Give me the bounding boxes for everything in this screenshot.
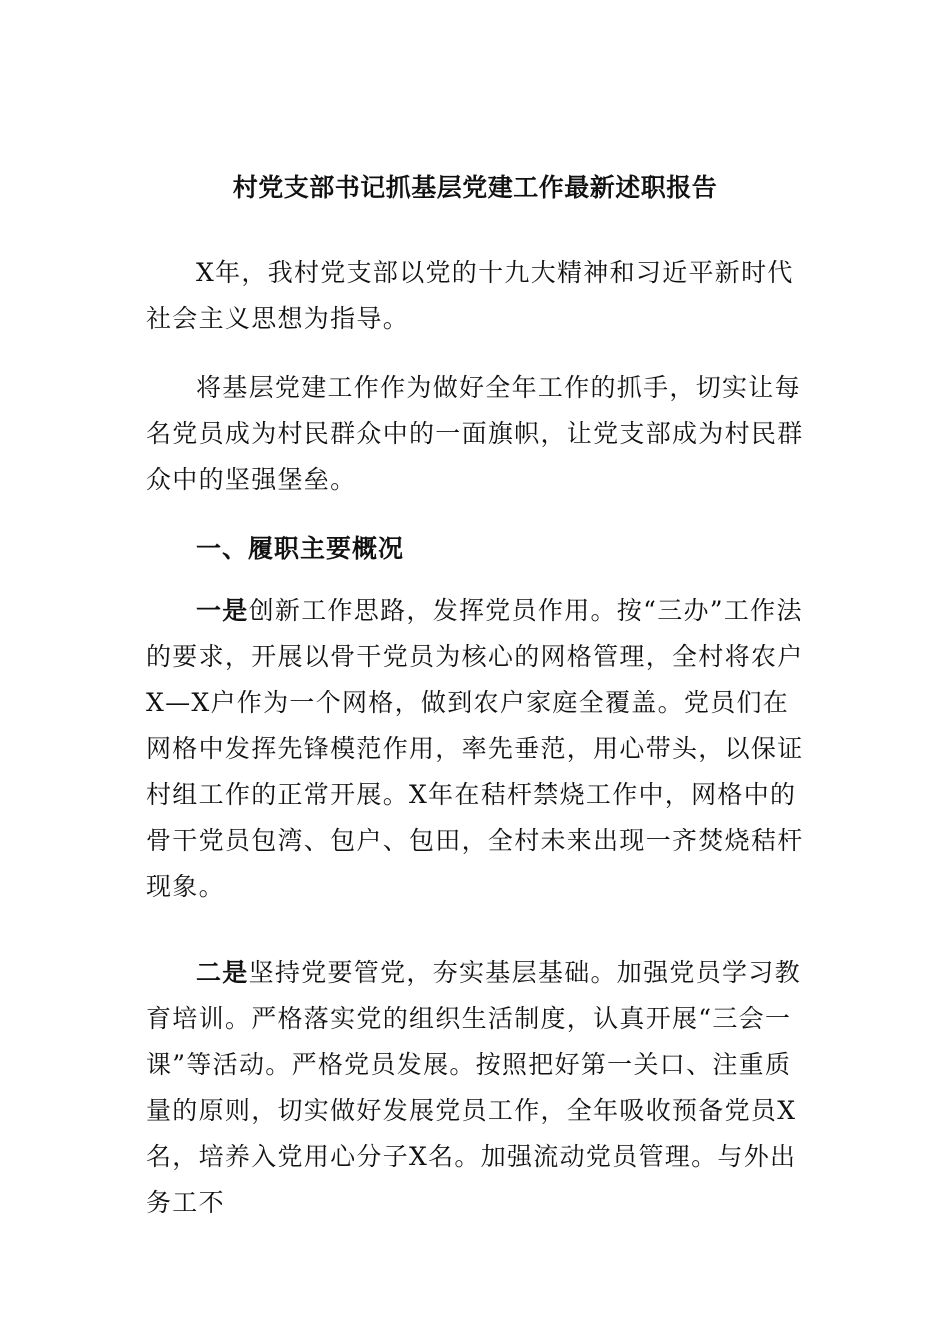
paragraph-point-one [146, 588, 806, 910]
document-title: 村党支部书记抓基层党建工作最新述职报告 [232, 173, 718, 202]
point-two-text: 坚持党要管党，夯实基层基础。加强党员学习教育培训。严格落实党的组织生活制度，认真开展“三会一课”等活动。严格党员发展。按照把好第一关口、注重质量的原则，切实做好发展党员工作，全年吸收预备党员X名，培养入党用心分子X名。加强流动党员管理。与外出务工不 [146, 958, 801, 1217]
point-one-lead: 一是 [196, 596, 249, 625]
section-heading: 一、履职主要概况 [196, 534, 405, 563]
point-one-text: 创新工作思路，发挥党员作用。按“三办”工作法的要求，开展以骨干党员为核心的网格管理，全村将农户X—X户作为一个网格，做到农户家庭全覆盖。党员们在网格中发挥先锋模范作用，率先垂范，用心带头，以保证村组工作的正常开展。X年在秸杆禁烧工作中，网格中的骨干党员包湾、包户、包田，全村未来出现一齐焚烧秸杆现象。 [146, 596, 804, 901]
paragraph-point-two [146, 950, 806, 1226]
paragraph-intro [146, 250, 806, 342]
paragraph-goal [146, 365, 806, 503]
paragraph-intro-text: X年，我村党支部以党的十九大精神和习近平新时代社会主义思想为指导。 [146, 258, 794, 333]
paragraph-goal-text: 将基层党建工作作为做好全年工作的抓手，切实让每名党员成为村民群众中的一面旗帜，让党支部成为村民群众中的坚强堡垒。 [146, 373, 804, 494]
point-two-lead: 二是 [196, 958, 249, 987]
